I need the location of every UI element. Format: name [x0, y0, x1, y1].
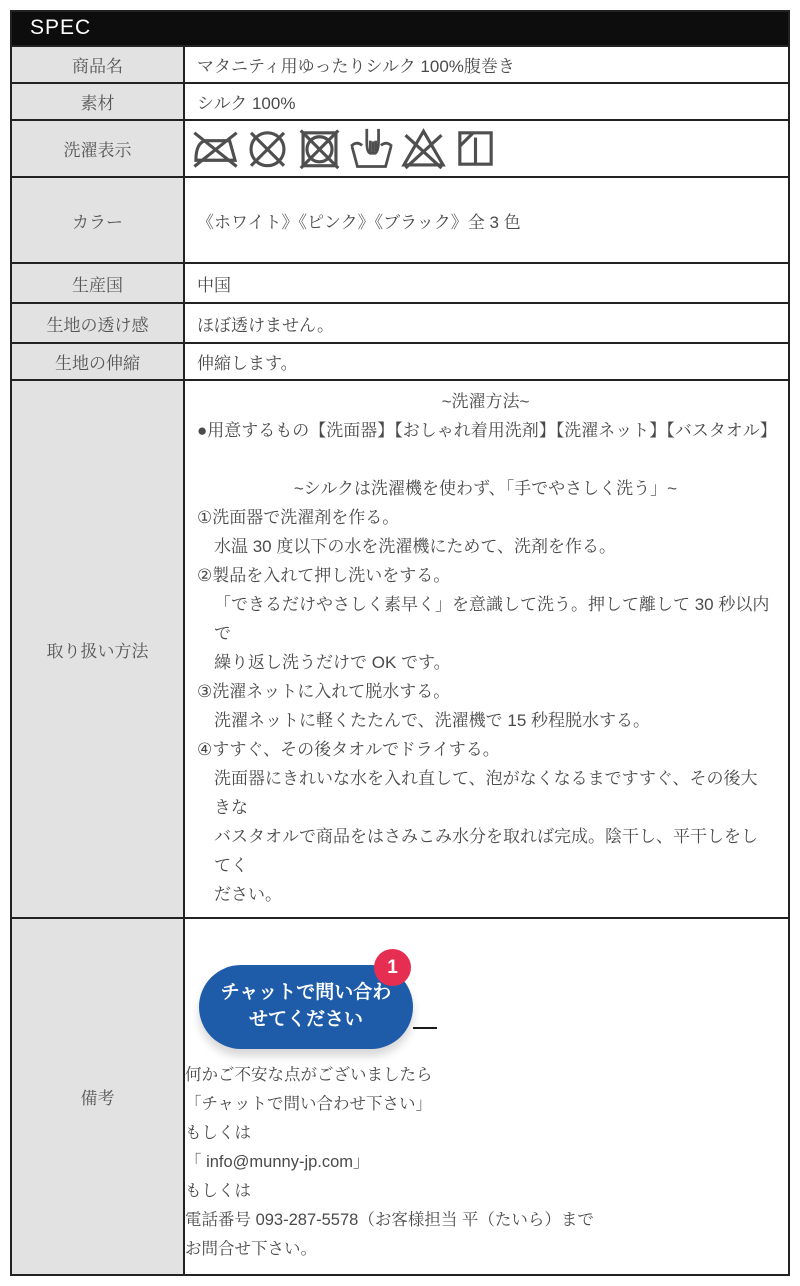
care-step: 繰り返し洗うだけで OK です。 — [214, 653, 451, 672]
care-supplies: ●用意するもの【洗面器】【おしゃれ着用洗剤】【洗濯ネット】【バスタオル】 — [197, 421, 777, 440]
spec-title: SPEC — [30, 16, 92, 39]
chat-connector-line — [413, 1027, 437, 1029]
care-symbols-value — [185, 121, 788, 176]
remarks-value — [185, 919, 788, 1274]
spec-header — [12, 12, 788, 45]
care-step: バスタオルで商品をはさみこみ水分を取れば完成。陰干し、平干しをしてく — [214, 827, 758, 875]
contact-email: 「 info@munny-jp.com」 — [185, 1153, 370, 1171]
row-color — [12, 176, 788, 262]
stretch-value: 伸縮します。 — [185, 344, 788, 379]
contact-line: もしくは — [185, 1182, 251, 1200]
contact-line: お問合せ下さい。 — [185, 1240, 317, 1258]
row-care-instructions — [12, 379, 788, 917]
row-remarks — [12, 917, 788, 1274]
do-not-tumble-dry-icon — [295, 125, 344, 172]
chat-button-label-line2: せてください — [248, 1009, 363, 1030]
contact-line: 何かご不安な点がございましたら — [185, 1066, 433, 1084]
color-label: カラー — [12, 178, 185, 262]
do-not-iron-icon — [191, 125, 240, 172]
sheerness-label: 生地の透け感 — [12, 304, 185, 342]
contact-line: 「チャットで問い合わせ下さい」 — [185, 1095, 433, 1113]
row-stretch — [12, 342, 788, 379]
chat-notification-badge: 1 — [374, 949, 411, 986]
spec-table — [10, 10, 790, 1276]
chat-widget-area — [185, 919, 788, 1049]
care-step: 「できるだけやさしく素早く」を意識して洗う。押して離して 30 秒以内で — [214, 595, 770, 643]
contact-phone: 電話番号 093-287-5578（お客様担当 平（たいら）まで — [185, 1211, 594, 1229]
care-symbols-label: 洗濯表示 — [12, 121, 185, 176]
care-heading: ~洗濯方法~ — [441, 392, 530, 411]
care-step: 洗面器にきれいな水を入れ直して、泡がなくなるまですすぐ、その後大きな — [214, 769, 758, 817]
care-step: ①洗面器で洗濯剤を作る。 — [197, 508, 400, 527]
row-sheerness — [12, 302, 788, 342]
care-spacer — [197, 445, 774, 474]
care-subheading: ~シルクは洗濯機を使わず、「手でやさしく洗う」~ — [293, 479, 678, 498]
remarks-label: 備考 — [12, 919, 185, 1274]
material-label: 素材 — [12, 84, 185, 119]
country-label: 生産国 — [12, 264, 185, 302]
care-step: ださい。 — [214, 885, 282, 904]
contact-line: もしくは — [185, 1124, 251, 1142]
row-product-name — [12, 45, 788, 82]
chat-widget — [199, 956, 413, 1049]
row-country — [12, 262, 788, 302]
care-step: 洗濯ネットに軽くたたんで、洗濯機で 15 秒程脱水する。 — [214, 711, 651, 730]
care-step: ④すすぐ、その後タオルでドライする。 — [197, 740, 500, 759]
row-material — [12, 82, 788, 119]
product-name-value: マタニティ用ゆったりシルク 100%腹巻き — [185, 47, 788, 82]
care-step: ②製品を入れて押し洗いをする。 — [197, 566, 451, 585]
care-step: 水温 30 度以下の水を洗濯機にためて、洗剤を作る。 — [214, 537, 617, 556]
chat-button-label-line1: チャットで問い合わ — [220, 982, 392, 1004]
row-care-symbols — [12, 119, 788, 176]
country-value: 中国 — [185, 264, 788, 302]
care-instructions — [185, 381, 788, 917]
care-label: 取り扱い方法 — [12, 381, 185, 917]
care-step: ③洗濯ネットに入れて脱水する。 — [197, 682, 451, 701]
color-value: 《ホワイト》《ピンク》《ブラック》全 3 色 — [185, 178, 788, 262]
do-not-dry-clean-icon — [243, 125, 292, 172]
material-value: シルク 100% — [185, 84, 788, 119]
product-name-label: 商品名 — [12, 47, 185, 82]
line-dry-in-shade-icon — [451, 125, 500, 172]
contact-info — [185, 1049, 788, 1274]
sheerness-value: ほぼ透けません。 — [185, 304, 788, 342]
stretch-label: 生地の伸縮 — [12, 344, 185, 379]
hand-wash-icon — [347, 125, 396, 172]
do-not-bleach-icon — [399, 125, 448, 172]
